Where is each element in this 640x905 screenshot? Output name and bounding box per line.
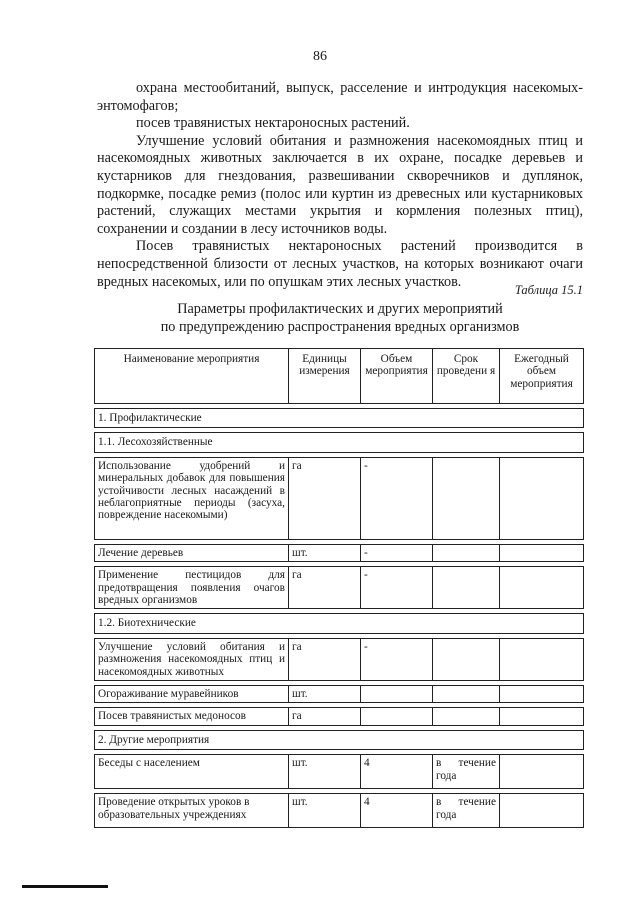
section-label: 1.2. Биотехнические (95, 614, 584, 633)
table-header-row (95, 349, 584, 404)
paragraph: Улучшение условий обитания и размножения насекомоядных птиц и насекомоядных животных заключается в их охране, посадке деревьев и кустарников для гнездования, развешивании скворечников и дуплянок, подкормке, посадке ремиз (полос или куртин из древесных или кустарниковых растений, служащих местами укрытия и кормления полезных птиц), сохранении и создании в лесу источников воды. (97, 132, 583, 237)
page-number: 86 (313, 49, 327, 64)
measure-annual (500, 457, 584, 539)
measure-volume (361, 686, 433, 703)
measure-volume: - (361, 567, 433, 609)
measure-unit: га (289, 567, 361, 609)
measure-unit: шт. (289, 686, 361, 703)
section-label: 2. Другие мероприятия (95, 730, 584, 749)
measures-table (94, 348, 584, 828)
measure-name: Улучшение условий обитания и размножения насекомоядных птиц и насекомоядных животных (95, 638, 289, 680)
paragraph: Посев травянистых нектароносных растений производится в непосредственной близости от лесных участков, на которых возникают очаги вредных насекомых, или по опушкам этих лесных участков. (97, 238, 583, 290)
table-row (95, 686, 584, 703)
measure-unit: шт. (289, 544, 361, 561)
measure-name: Применение пестицидов для предотвращения появления очагов вредных организмов (95, 567, 289, 609)
header-cell: Объем мероприятия (361, 349, 433, 404)
table-title-line: Параметры профилактических и других мероприятий (177, 301, 503, 317)
measure-volume: - (361, 638, 433, 680)
section-row (95, 730, 584, 749)
table-row (95, 638, 584, 680)
measure-annual (500, 708, 584, 725)
measure-unit: шт. (289, 794, 361, 828)
measure-volume: 4 (361, 755, 433, 789)
measure-term (433, 567, 500, 609)
table-row (95, 755, 584, 789)
measure-unit: шт. (289, 755, 361, 789)
table-row (95, 794, 584, 828)
measure-term: в течение года (433, 755, 500, 789)
measure-term (433, 708, 500, 725)
measure-volume: - (361, 544, 433, 561)
measure-name: Беседы с населением (95, 755, 289, 789)
measure-name: Лечение деревьев (95, 544, 289, 561)
table-title (97, 300, 583, 336)
measure-name: Посев травянистых медоносов (95, 708, 289, 725)
paragraph: посев травянистых нектароносных растений. (136, 115, 410, 132)
footer-rule (22, 885, 108, 888)
header-cell: Единицы измерения (289, 349, 361, 404)
section-row (95, 409, 584, 428)
measure-term: в течение года (433, 794, 500, 828)
table-row (95, 544, 584, 561)
section-label: 1.1. Лесохозяйственные (95, 433, 584, 452)
measure-annual (500, 638, 584, 680)
table-row (95, 457, 584, 539)
measure-term (433, 638, 500, 680)
measure-volume: - (361, 457, 433, 539)
measure-name: Проведение открытых уроков в образовательных учреждениях (95, 794, 289, 828)
section-row (95, 433, 584, 452)
measure-volume: 4 (361, 794, 433, 828)
table-title-line: по предупреждению распространения вредных организмов (160, 319, 520, 335)
table-caption: Таблица 15.1 (514, 283, 583, 297)
header-cell: Ежегодный объем мероприятия (500, 349, 584, 404)
header-cell: Срок проведени я (433, 349, 500, 404)
measure-annual (500, 567, 584, 609)
section-label: 1. Профилактические (95, 409, 584, 428)
measure-name: Огораживание муравейников (95, 686, 289, 703)
measure-term (433, 544, 500, 561)
measure-term (433, 686, 500, 703)
body-text (97, 80, 583, 291)
measure-annual (500, 794, 584, 828)
measure-annual (500, 544, 584, 561)
measure-annual (500, 686, 584, 703)
measure-unit: га (289, 638, 361, 680)
table-row (95, 708, 584, 725)
measure-name: Использование удобрений и минеральных добавок для повышения устойчивости лесных насаждений в неблагоприятные периоды (засуха, повреждение насекомыми) (95, 457, 289, 539)
section-row (95, 614, 584, 633)
measure-volume (361, 708, 433, 725)
measure-unit: га (289, 708, 361, 725)
paragraph: охрана местообитаний, выпуск, расселение и интродукция насекомых-энтомофагов; (97, 80, 583, 114)
header-cell: Наименование мероприятия (95, 349, 289, 404)
measure-annual (500, 755, 584, 789)
measure-term (433, 457, 500, 539)
measure-unit: га (289, 457, 361, 539)
table-row (95, 567, 584, 609)
